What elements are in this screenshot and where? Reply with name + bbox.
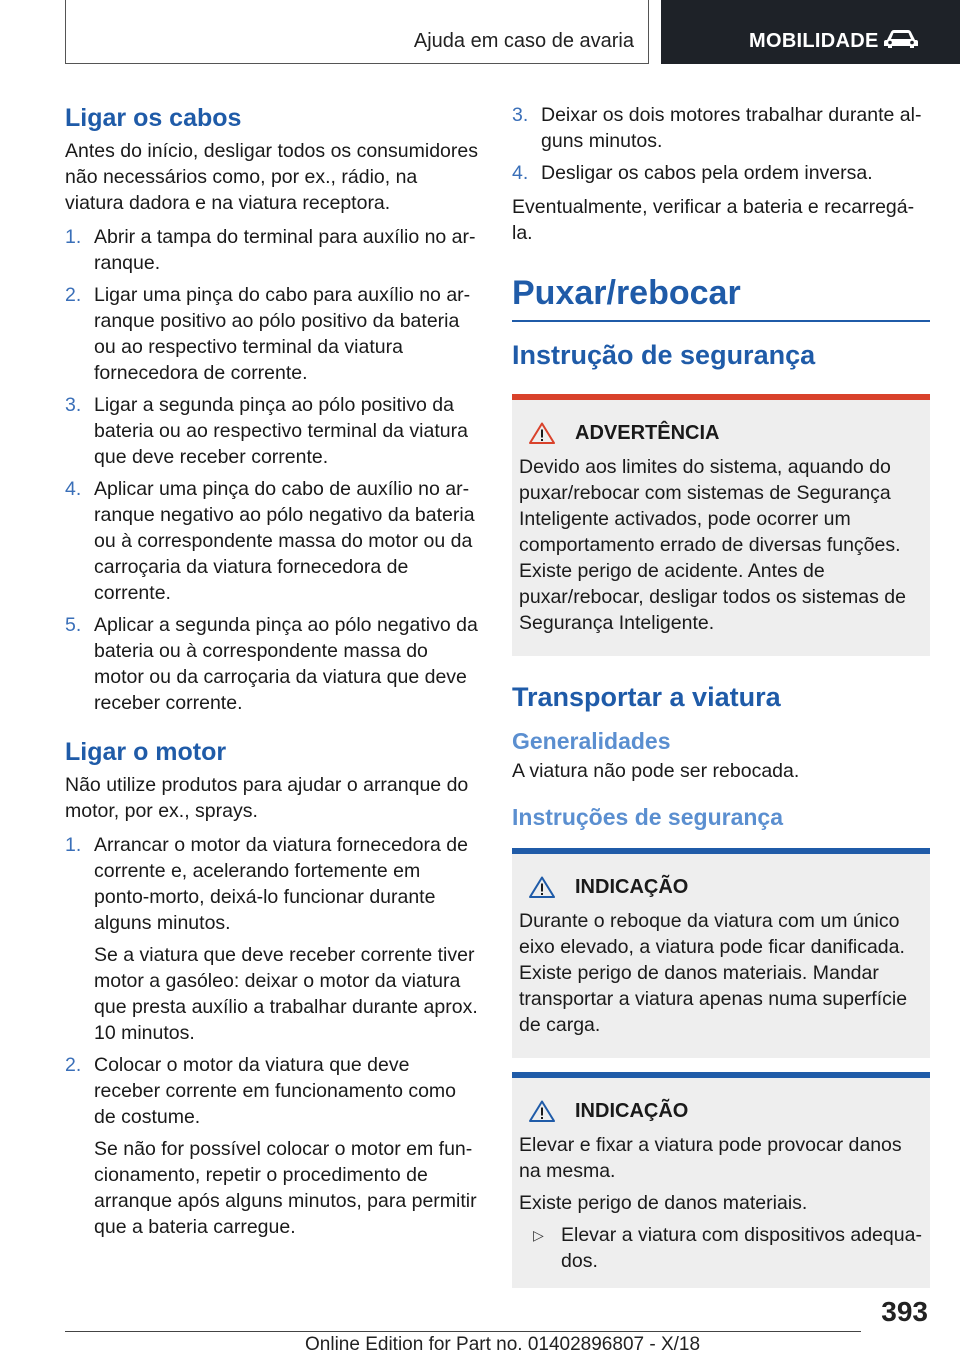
list-item	[512, 160, 930, 186]
step-text: Deixar os dois motores trabalhar durante alguns minutos.	[541, 104, 922, 152]
warning-triangle-icon	[529, 1100, 555, 1122]
step-number: 4.	[512, 162, 529, 184]
section-title-motor: Ligar o motor	[65, 738, 227, 766]
step-text: Desligar os cabos pela ordem inversa.	[541, 162, 873, 184]
right-column	[512, 102, 930, 1312]
footer-edition: Online Edition for Part no. 01402896807 - X/18	[305, 1334, 701, 1355]
bullet-triangle-icon: ▷	[533, 1227, 544, 1243]
step-number: 3.	[512, 104, 529, 126]
list-item	[65, 224, 480, 276]
step-number: 5.	[65, 614, 82, 636]
after-steps-text: Eventualmente, verificar a bateria e recarregá-la.	[512, 196, 915, 244]
step-text: Aplicar a segunda pinça ao pólo negativo da bateria ou à correspondente massa do motor ou da carroçaria da viatura que deve receber corrente.	[94, 614, 478, 714]
motor-steps	[65, 832, 480, 1240]
step-text: Ligar a segunda pinça ao pólo positivo da bateria ou ao respectivo terminal da viatura que deve receber corrente.	[94, 394, 468, 468]
general-title: Generalidades	[512, 728, 671, 754]
step-text: Aplicar uma pinça do cabo de auxílio no arranque negativo ao pólo negativo da bateria ou à correspondente massa do motor ou da carroçaria da viatura fornecedora de corrente.	[94, 478, 475, 604]
chapter-title: Puxar/rebocar	[512, 274, 741, 312]
step-number: 1.	[65, 834, 82, 856]
cabos-steps	[65, 224, 480, 716]
notice-text-1: Elevar e fixar a viatura pode provocar danos na mesma.	[519, 1134, 902, 1182]
notice-text: Durante o reboque da viatura com um único eixo elevado, a viatura pode ficar danificada. Existe perigo de danos materiais. Mandar transportar a viatura apenas numa superfície de carga.	[519, 910, 908, 1036]
list-item	[65, 392, 480, 470]
continued-steps	[512, 102, 930, 186]
notice-label: INDICAÇÃO	[575, 876, 689, 898]
step-text: Arrancar o motor da viatura fornecedora de corrente e, acelerando fortemente em ponto-morto, deixá-lo funcionar durante alguns minutos.	[94, 834, 468, 934]
header-chapter-title: MOBILIDADE	[749, 30, 879, 52]
list-item	[65, 282, 480, 386]
cabos-intro: Antes do início, desligar todos os consumidores não necessários como, por ex., rádio, na viatura dadora e na viatura receptora.	[65, 140, 478, 214]
footer-text	[305, 1334, 700, 1356]
page-number: 393	[881, 1296, 928, 1327]
notice-box-1	[512, 848, 930, 1058]
notice-heading	[519, 1098, 922, 1124]
step-number: 4.	[65, 478, 82, 500]
car-icon	[883, 28, 919, 50]
step-extra: Se não for possível colocar o motor em funcionamento, repetir o procedimento de arranque após alguns minutos, para permitir que a bateria carregue.	[94, 1138, 477, 1238]
header-chapter-box	[661, 0, 960, 64]
step-number: 1.	[65, 226, 82, 248]
step-text: Abrir a tampa do terminal para auxílio no arranque.	[94, 226, 476, 274]
step-number: 2.	[65, 1054, 82, 1076]
step-number: 3.	[65, 394, 82, 416]
chapter-title-rule	[512, 272, 930, 322]
list-item	[65, 832, 480, 1046]
warning-label: ADVERTÊNCIA	[575, 422, 720, 444]
warning-triangle-icon	[529, 422, 555, 444]
left-column	[65, 102, 480, 1248]
general-text: A viatura não pode ser rebocada.	[512, 760, 800, 782]
warning-text: Devido aos limites do sistema, aquando do puxar/rebocar com sistemas de Segurança Inteligente activados, pode ocorrer um comportamento errado de diversas funções. Existe perigo de acidente. Antes de puxar/rebocar, desligar todos os sistemas de Segurança Inteligente.	[519, 456, 906, 634]
section-title-cabos: Ligar os cabos	[65, 104, 242, 132]
header-section-box	[65, 0, 649, 64]
warning-box	[512, 394, 930, 656]
list-item	[65, 612, 480, 716]
bullet-text: Elevar a viatura com dispositivos adequados.	[561, 1224, 922, 1272]
list-item	[65, 1052, 480, 1240]
step-extra: Se a viatura que deve receber corrente tiver motor a gasóleo: deixar o motor da viatura que presta auxílio a trabalhar durante aprox. 10 minutos.	[94, 944, 478, 1044]
instructions-title: Instruções de segurança	[512, 804, 783, 830]
step-text: Ligar uma pinça do cabo para auxílio no arranque positivo ao pólo positivo da bateria ou ao respectivo terminal da viatura fornecedora de corrente.	[94, 284, 471, 384]
notice-heading	[519, 874, 922, 900]
header-section-title: Ajuda em caso de avaria	[413, 30, 634, 52]
transport-title: Transportar a viatura	[512, 682, 781, 712]
list-item	[65, 476, 480, 606]
step-text: Colocar o motor da viatura que deve receber corrente em funcionamento como de costume.	[94, 1054, 457, 1128]
safety-title: Instrução de segurança	[512, 340, 816, 370]
notice-text-2: Existe perigo de danos materiais.	[519, 1192, 808, 1214]
footer-rule	[65, 1331, 861, 1332]
bullet-item	[519, 1222, 922, 1274]
list-item	[512, 102, 930, 154]
notice-label: INDICAÇÃO	[575, 1100, 689, 1122]
warning-heading	[519, 420, 922, 446]
warning-triangle-icon	[529, 876, 555, 898]
motor-intro: Não utilize produtos para ajudar o arranque do motor, por ex., sprays.	[65, 774, 469, 822]
step-number: 2.	[65, 284, 82, 306]
notice-box-2	[512, 1072, 930, 1288]
